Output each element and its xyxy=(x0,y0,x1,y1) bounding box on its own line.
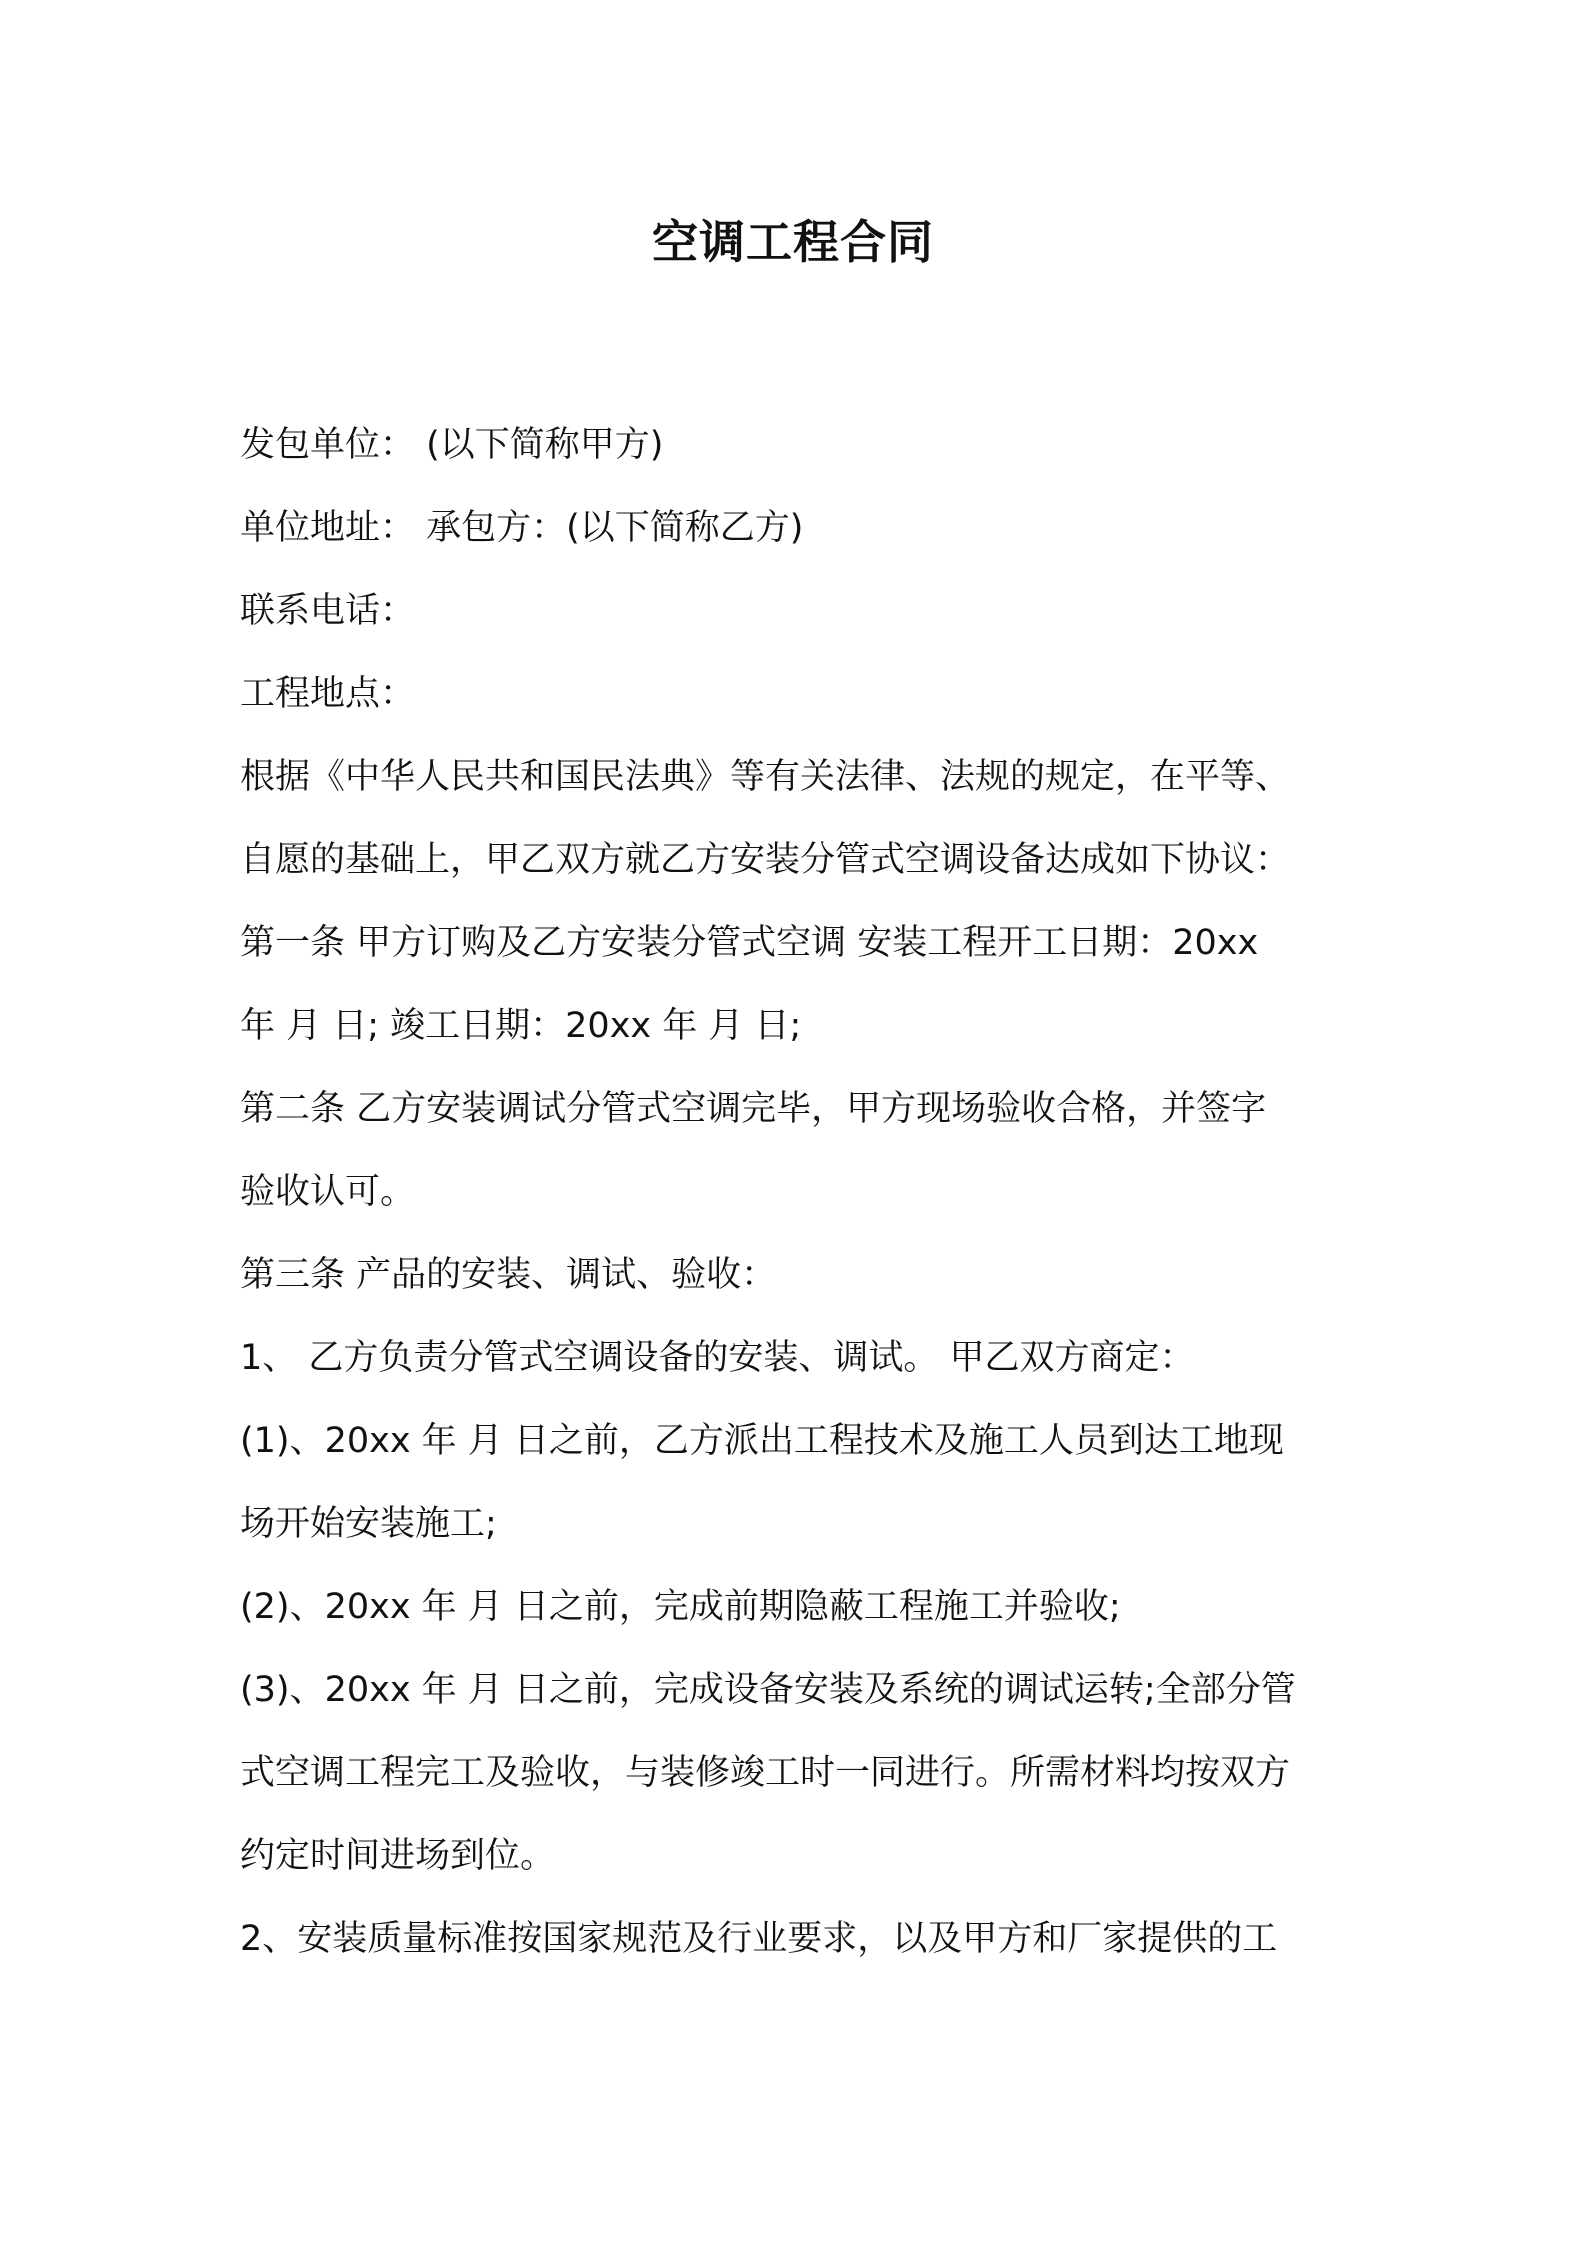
clause-1-item-1-line-2: 场开始安装施工; xyxy=(240,1504,497,1544)
clause-1-item-3-line-2: 式空调工程完工及验收，与装修竣工时一同进行。所需材料均按双方 xyxy=(240,1753,1291,1793)
clause-1-item-2: (2)、20xx 年 月 日之前，完成前期隐蔽工程施工并验收; xyxy=(240,1587,1121,1627)
article-2-line-1: 第二条 乙方安装调试分管式空调完毕，甲方现场验收合格，并签字 xyxy=(240,1089,1267,1129)
document-body xyxy=(240,404,1350,1981)
article-3-heading: 第三条 产品的安装、调试、验收： xyxy=(240,1255,777,1295)
clause-1-item-3-line-3: 约定时间进场到位。 xyxy=(240,1836,556,1876)
article-2-line-2: 验收认可。 xyxy=(240,1172,416,1212)
clause-1-item-3-line-1: (3)、20xx 年 月 日之前，完成设备安装及系统的调试运转;全部分管 xyxy=(240,1670,1296,1710)
document-title: 空调工程合同 xyxy=(652,215,934,269)
field-contact-phone: 联系电话： xyxy=(240,591,416,631)
field-unit-address: 单位地址： 承包方：(以下简称乙方) xyxy=(240,508,804,548)
article-1-line-1: 第一条 甲方订购及乙方安装分管式空调 安装工程开工日期：20xx xyxy=(240,923,1259,963)
clause-1: 1、 乙方负责分管式空调设备的安装、调试。 甲乙双方商定： xyxy=(240,1338,1195,1378)
field-project-location: 工程地点： xyxy=(240,674,416,714)
clause-2-line-1: 2、安装质量标准按国家规范及行业要求，以及甲方和厂家提供的工 xyxy=(240,1919,1278,1959)
paragraph-preamble-line-1: 根据《中华人民共和国民法典》等有关法律、法规的规定，在平等、 xyxy=(240,757,1291,797)
field-contractor-party: 发包单位： (以下简称甲方) xyxy=(240,425,664,465)
clause-1-item-1-line-1: (1)、20xx 年 月 日之前，乙方派出工程技术及施工人员到达工地现 xyxy=(240,1421,1284,1461)
paragraph-preamble-line-2: 自愿的基础上，甲乙双方就乙方安装分管式空调设备达成如下协议： xyxy=(240,840,1291,880)
article-1-line-2: 年 月 日; 竣工日期：20xx 年 月 日; xyxy=(240,1006,802,1046)
